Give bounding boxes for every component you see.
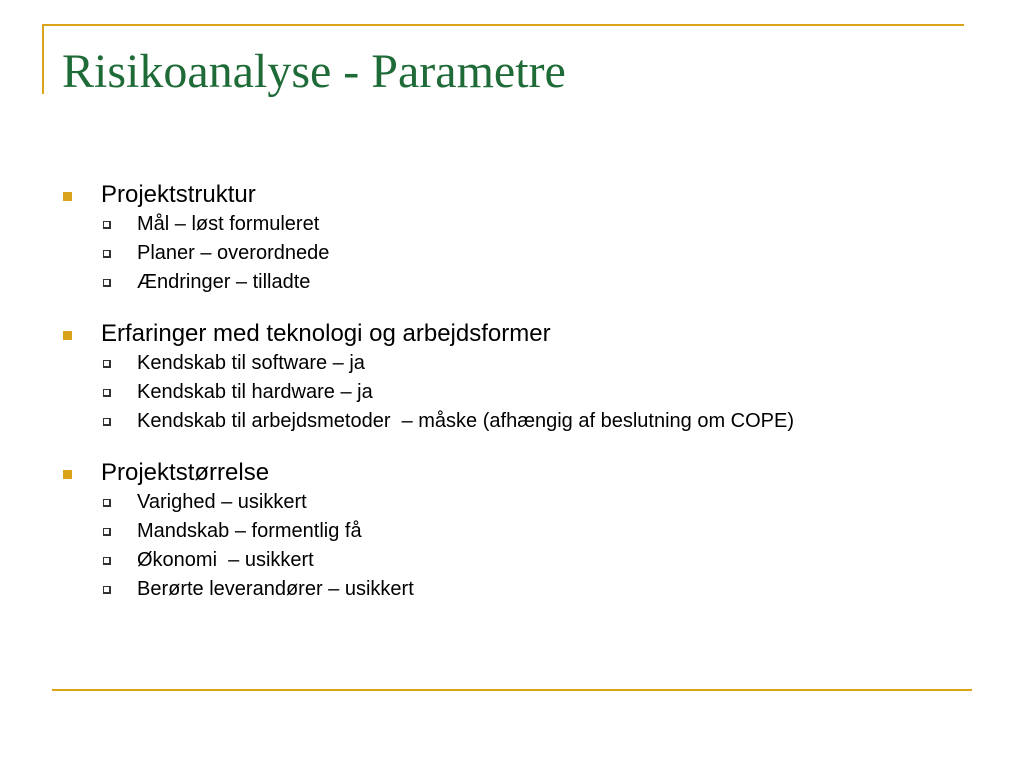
hollow-square-bullet-icon (103, 389, 111, 397)
slide-content (60, 180, 1000, 626)
sub-bullet-text: Mål – løst formuleret (137, 213, 320, 235)
sub-bullet-list (60, 488, 1000, 604)
sub-bullet-item (60, 488, 1000, 517)
bullet-item (60, 319, 1000, 349)
hollow-square-bullet-icon (103, 279, 111, 287)
bullet-item (60, 458, 1000, 488)
left-border-line (42, 24, 44, 94)
sub-bullet-text: Kendskab til hardware – ja (137, 381, 373, 403)
bullet-heading: Projektstruktur (101, 181, 256, 208)
sub-bullet-text: Kendskab til software – ja (137, 352, 365, 374)
sub-bullet-text: Ændringer – tilladte (137, 271, 311, 293)
square-bullet-icon (63, 192, 72, 201)
sub-bullet-item (60, 575, 1000, 604)
sub-bullet-item (60, 517, 1000, 546)
sub-bullet-text: Kendskab til arbejdsmetoder – måske (afhængig af beslutning om COPE) (137, 410, 795, 432)
square-bullet-icon (63, 331, 72, 340)
sub-bullet-text: Varighed – usikkert (137, 491, 307, 513)
section-erfaringer (60, 319, 1000, 436)
sub-bullet-list (60, 210, 1000, 297)
sub-bullet-text: Planer – overordnede (137, 242, 330, 264)
square-bullet-icon (63, 470, 72, 479)
slide-title: Risikoanalyse - Parametre (62, 45, 566, 98)
hollow-square-bullet-icon (103, 418, 111, 426)
hollow-square-bullet-icon (103, 528, 111, 536)
section-projektstorrelse (60, 458, 1000, 604)
sub-bullet-item (60, 210, 1000, 239)
section-projektstruktur (60, 180, 1000, 297)
hollow-square-bullet-icon (103, 360, 111, 368)
top-border-line (42, 24, 964, 26)
hollow-square-bullet-icon (103, 499, 111, 507)
sub-bullet-list (60, 349, 1000, 436)
sub-bullet-item (60, 239, 1000, 268)
sub-bullet-item (60, 546, 1000, 575)
sub-bullet-text: Berørte leverandører – usikkert (137, 578, 414, 600)
hollow-square-bullet-icon (103, 250, 111, 258)
sub-bullet-item (60, 378, 1000, 407)
bullet-heading: Projektstørrelse (101, 459, 270, 486)
hollow-square-bullet-icon (103, 586, 111, 594)
bullet-item (60, 180, 1000, 210)
bullet-heading: Erfaringer med teknologi og arbejdsformer (101, 320, 551, 347)
hollow-square-bullet-icon (103, 557, 111, 565)
sub-bullet-item (60, 268, 1000, 297)
hollow-square-bullet-icon (103, 221, 111, 229)
sub-bullet-text: Mandskab – formentlig få (137, 520, 362, 542)
sub-bullet-item (60, 349, 1000, 378)
sub-bullet-item (60, 407, 1000, 436)
bottom-border-line (52, 689, 972, 691)
sub-bullet-text: Økonomi – usikkert (137, 549, 314, 571)
